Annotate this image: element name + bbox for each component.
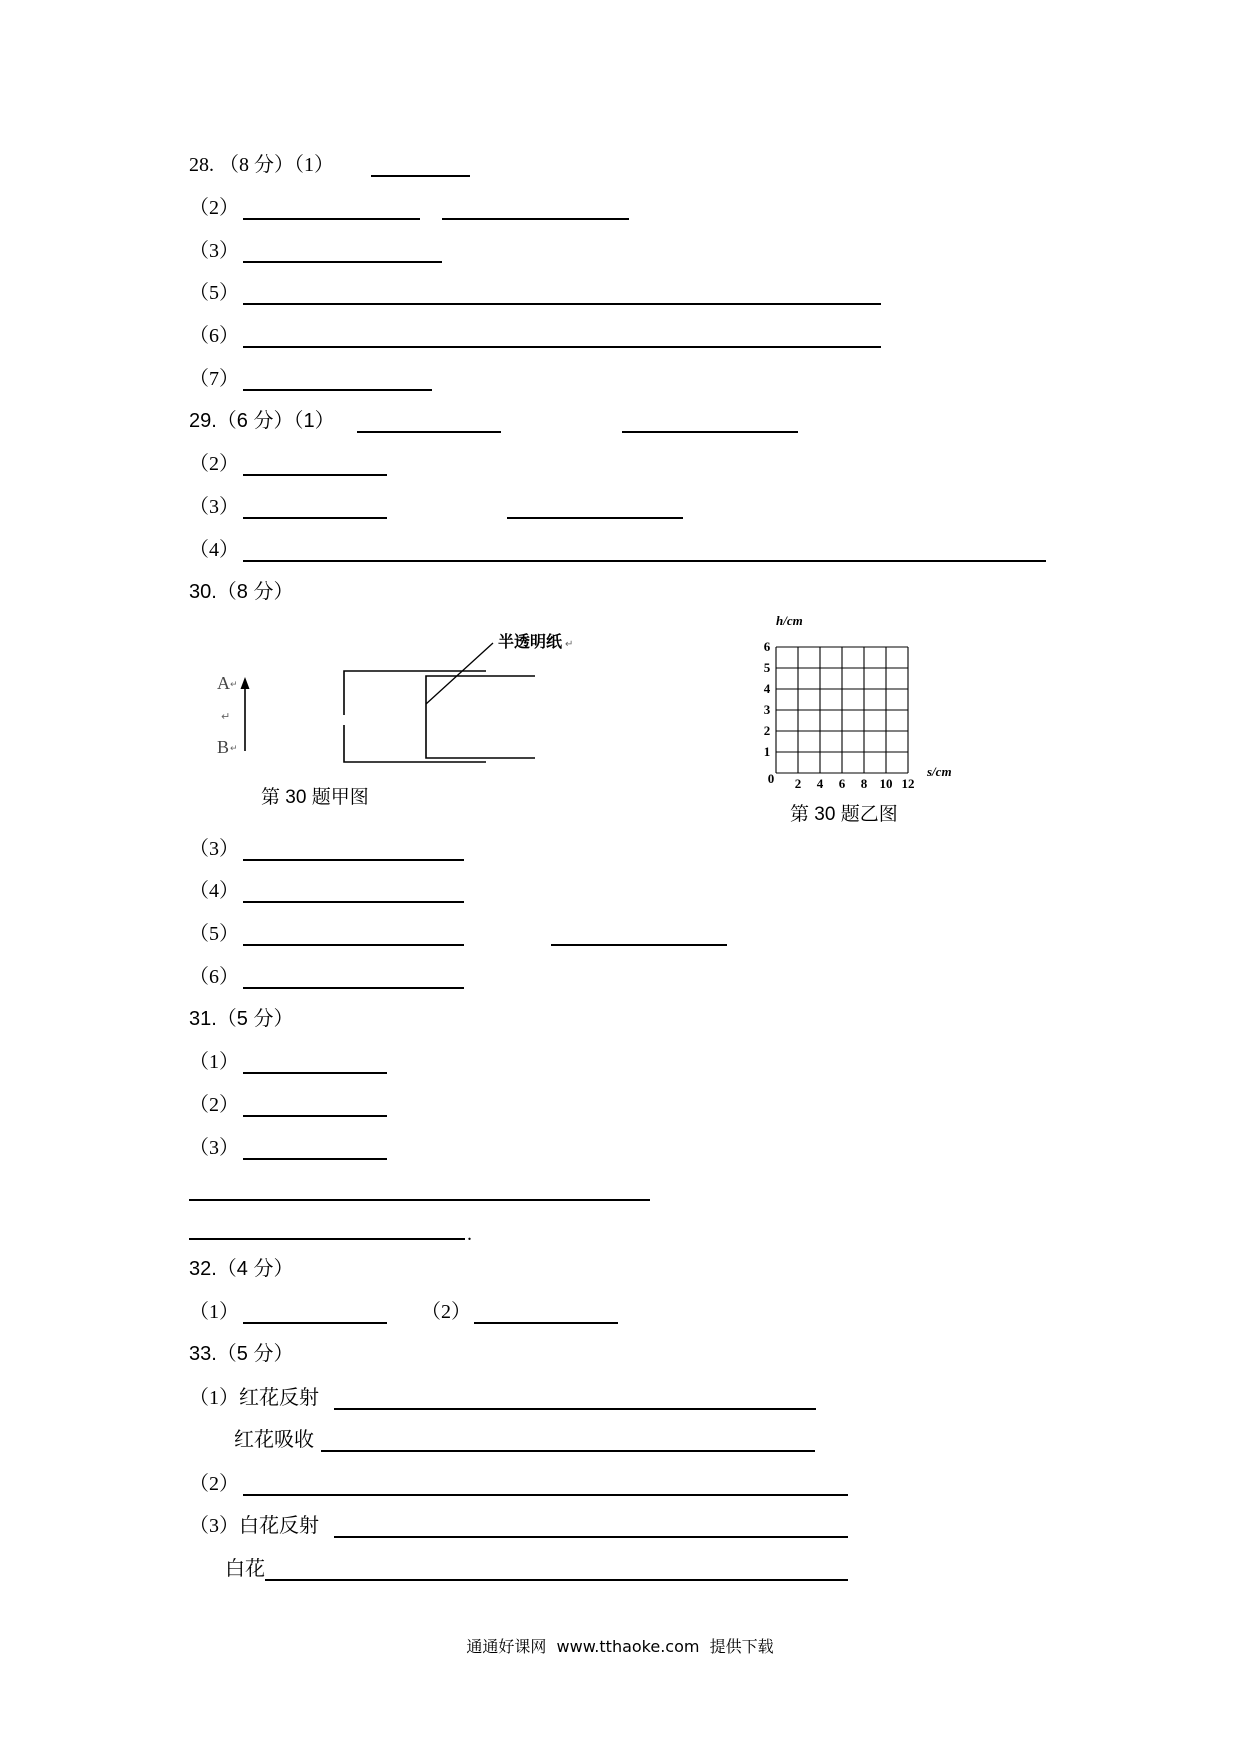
q31-part1-blank <box>243 1072 387 1074</box>
q31-part1-label: （1） <box>189 1051 239 1073</box>
q29-part4-label: （4） <box>189 539 239 561</box>
q33-part1-red-absorb-blank <box>321 1450 815 1452</box>
q33-part2-blank <box>243 1494 848 1496</box>
grid <box>776 647 908 773</box>
q28-part1-blank <box>371 175 470 177</box>
point-a-return-mark: ↵ <box>230 680 238 690</box>
outer-tube-lower <box>344 725 486 762</box>
q33-part1-red-reflect-label: （1）红花反射 <box>189 1387 319 1409</box>
translucent-paper-label: 半透明纸 <box>498 632 563 651</box>
q29-part3-blank-a <box>243 517 387 519</box>
q29-part3-label: （3） <box>189 496 239 518</box>
q28-part2-label: （2） <box>189 197 239 219</box>
q32-part1-label: （1） <box>189 1301 239 1323</box>
mid-return-mark: ↵ <box>221 710 231 723</box>
q28-part6-blank <box>243 346 881 348</box>
q33-part1-red-absorb-label: 红花吸收 <box>234 1429 314 1451</box>
q28-part7-label: （7） <box>189 368 239 390</box>
q31-part3-blank-line3 <box>189 1238 465 1240</box>
y-tick-labels <box>764 639 771 759</box>
point-a-label: A <box>217 673 230 693</box>
paper-pointer-line <box>426 643 493 704</box>
x-tick-label: 10 <box>879 776 893 791</box>
x-tick-label: 2 <box>794 776 802 791</box>
q28-part3-blank <box>243 261 442 263</box>
q31-period: . <box>467 1223 472 1245</box>
y-tick-label: 5 <box>763 660 771 675</box>
q31-part2-blank <box>243 1115 387 1117</box>
q29-part1-blank-a <box>357 431 501 433</box>
q29-part2-blank <box>243 474 387 476</box>
q33-header: 33.（5 分） <box>189 1343 294 1365</box>
q32-header: 32.（4 分） <box>189 1258 294 1280</box>
q28-part3-label: （3） <box>189 240 239 262</box>
y-tick-label: 4 <box>763 681 771 696</box>
figure-30-yi-caption: 第 30 题乙图 <box>790 804 898 825</box>
outer-tube-upper <box>344 671 486 715</box>
q31-part3-blank-line2 <box>189 1199 650 1201</box>
q33-part3-white-label: 白花 <box>225 1558 265 1580</box>
q28-part2-blank-b <box>442 218 629 220</box>
x-tick-label: 4 <box>816 776 824 791</box>
q30-part5-label: （5） <box>189 923 239 945</box>
q32-part2-label: （2） <box>421 1301 471 1323</box>
q28-part5-label: （5） <box>189 282 239 304</box>
q31-part2-label: （2） <box>189 1094 239 1116</box>
q30-part6-blank <box>243 987 464 989</box>
figure-30-jia-caption: 第 30 题甲图 <box>261 787 369 808</box>
q29-part4-blank <box>243 560 1046 562</box>
q28-part5-blank <box>243 303 881 305</box>
q29-part1-blank-b <box>622 431 798 433</box>
q30-part6-label: （6） <box>189 966 239 988</box>
q32-part1-blank <box>243 1322 387 1324</box>
q33-part1-red-reflect-blank <box>334 1408 816 1410</box>
q29-part3-blank-b <box>507 517 683 519</box>
q30-part4-blank <box>243 901 464 903</box>
y-tick-label: 3 <box>763 702 771 717</box>
q28-part7-blank <box>243 389 432 391</box>
figure-30-jia <box>200 620 620 780</box>
q30-part5-blank-b <box>551 944 727 946</box>
q30-part3-label: （3） <box>189 838 239 860</box>
q33-part3-white-blank <box>265 1579 848 1581</box>
x-tick-label: 8 <box>860 776 868 791</box>
q30-part4-label: （4） <box>189 880 239 902</box>
q31-part3-label: （3） <box>189 1137 239 1159</box>
point-b-label: B <box>217 737 230 757</box>
x-tick-label: 6 <box>838 776 846 791</box>
figure-30-yi <box>750 600 980 800</box>
x-axis-unit-label: s/cm <box>927 764 952 779</box>
q32-part2-blank <box>474 1322 618 1324</box>
translucent-paper-return-mark: ↵ <box>565 639 574 650</box>
x-tick-labels <box>795 776 915 791</box>
q33-part3-white-reflect-label: （3）白花反射 <box>189 1515 319 1537</box>
q30-part3-blank <box>243 859 464 861</box>
y-tick-label: 2 <box>763 723 771 738</box>
q30-part5-blank-a <box>243 944 464 946</box>
y-tick-label: 1 <box>763 744 771 759</box>
q33-part2-label: （2） <box>189 1473 239 1495</box>
q29-header: 29.（6 分）（1） <box>189 410 335 432</box>
q28-header: 28. （8 分）（1） <box>189 154 334 176</box>
q31-part3-blank <box>243 1158 387 1160</box>
y-tick-label: 6 <box>763 639 771 654</box>
q31-header: 31.（5 分） <box>189 1008 294 1030</box>
q28-part2-blank-a <box>243 218 420 220</box>
page-footer: 通通好课网 www.tthaoke.com 提供下载 <box>466 1637 774 1656</box>
q28-part6-label: （6） <box>189 325 239 347</box>
y-axis-unit-label: h/cm <box>776 613 803 628</box>
q33-part3-white-reflect-blank <box>334 1536 848 1538</box>
q30-header: 30.（8 分） <box>189 581 294 603</box>
q29-part2-label: （2） <box>189 453 239 475</box>
object-arrow-head <box>241 677 250 689</box>
origin-label: 0 <box>767 771 775 786</box>
x-tick-label: 12 <box>901 776 915 791</box>
point-b-return-mark: ↵ <box>230 744 238 754</box>
